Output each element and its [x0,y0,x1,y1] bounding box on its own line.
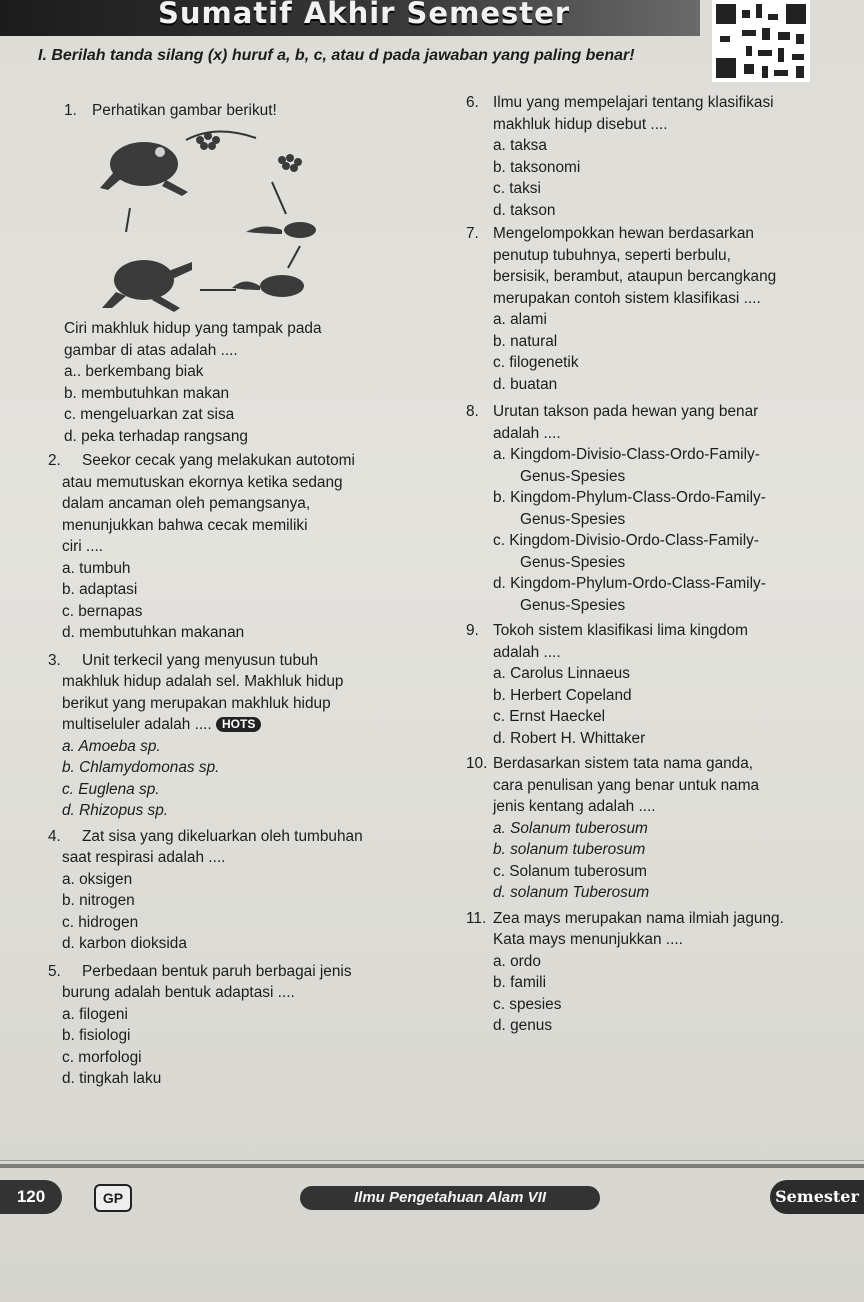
option-c[interactable]: c. Kingdom-Divisio-Ordo-Class-Family- [493,532,759,549]
question-number: 6. [466,94,479,111]
question-text: Zea mays merupakan nama ilmiah jagung. [493,909,784,927]
question-text: dalam ancaman oleh pemangsanya, [62,495,311,512]
question-9 [466,620,856,749]
option-c[interactable]: c. Solanum tuberosum [493,862,647,880]
footer-divider [0,1160,864,1161]
question-text: berikut yang merupakan makhluk hidup [62,694,331,712]
question-text: multiseluler adalah .... [62,716,212,733]
option-b[interactable]: b. natural [493,332,558,350]
question-text: Tokoh sistem klasifikasi lima kingdom [493,622,748,639]
question-number: 1. [64,102,77,119]
question-text: Kata mays menunjukkan .... [493,931,683,948]
question-8 [466,401,856,616]
option-c[interactable]: c. morfologi [62,1048,142,1066]
option-c[interactable]: c. mengeluarkan zat sisa [64,406,235,423]
instruction-text: I. Berilah tanda silang (x) huruf a, b, c, atau d pada jawaban yang paling benar! [38,47,635,64]
option-b[interactable]: b. Kingdom-Phylum-Class-Ordo-Family- [493,489,766,506]
question-number: 8. [466,403,479,420]
option-d[interactable]: d. genus [493,1017,553,1034]
question-text: bersisik, berambut, ataupun bercangkang [493,268,777,285]
option-b-cont: Genus-Spesies [520,510,626,528]
option-b[interactable]: b. Chlamydomonas sp. [62,759,220,776]
option-b[interactable]: b. nitrogen [62,892,135,909]
qr-code [712,0,810,82]
frog-life-cycle-illustration [96,122,332,312]
question-number: 3. [48,651,61,669]
question-number: 2. [48,452,61,469]
option-c[interactable]: c. filogenetik [493,354,579,371]
question-text: Seekor cecak yang melakukan autotomi [82,452,355,469]
option-c[interactable]: c. Ernst Haeckel [493,708,606,725]
question-text: penutup tubuhnya, seperti berbulu, [493,246,731,264]
question-number: 9. [466,622,479,639]
option-b[interactable]: b. Herbert Copeland [493,686,632,704]
option-d[interactable]: d. buatan [493,375,558,393]
question-text: saat respirasi adalah .... [62,849,226,866]
question-11 [466,908,856,1037]
question-text: Unit terkecil yang menyusun tubuh [82,651,319,669]
option-c[interactable]: c. spesies [493,995,562,1013]
question-text: atau memutuskan ekornya ketika sedang [62,473,343,491]
option-a[interactable]: a.. berkembang biak [64,363,204,380]
hots-badge: HOTS [216,717,261,732]
option-d-cont: Genus-Spesies [520,596,626,614]
option-d[interactable]: d. Kingdom-Phylum-Ordo-Class-Family- [493,575,766,592]
question-7 [466,223,856,395]
option-a[interactable]: a. tumbuh [62,559,131,577]
question-1 [48,100,428,445]
question-2 [48,450,428,644]
question-number: 7. [466,225,479,242]
option-a[interactable]: a. taksa [493,137,547,154]
question-text: menunjukkan bahwa cecak memiliki [62,516,308,534]
right-column [466,92,856,1037]
option-a[interactable]: a. Kingdom-Divisio-Class-Ordo-Family- [493,446,760,463]
option-b[interactable]: b. fisiologi [62,1027,131,1044]
question-text: merupakan contoh sistem klasifikasi .... [493,289,761,307]
footer-divider [0,1164,864,1168]
option-a[interactable]: a. oksigen [62,870,133,888]
option-d[interactable]: d. Rhizopus sp. [62,802,169,819]
option-a[interactable]: a. Amoeba sp. [62,737,161,755]
question-text: ciri .... [62,538,104,555]
option-c-cont: Genus-Spesies [520,553,626,571]
option-a[interactable]: a. Carolus Linnaeus [493,665,630,682]
option-c[interactable]: c. hidrogen [62,913,139,931]
question-text: Mengelompokkan hewan berdasarkan [493,225,754,242]
question-number: 10. [466,755,488,772]
option-d[interactable]: d. solanum Tuberosum [493,884,650,901]
question-text: Zat sisa yang dikeluarkan oleh tumbuhan [82,827,363,845]
option-b[interactable]: b. taksonomi [493,158,581,176]
question-text: Berdasarkan sistem tata nama ganda, [493,755,754,772]
question-text: Ciri makhluk hidup yang tampak pada [64,320,322,337]
option-d[interactable]: d. membutuhkan makanan [62,624,245,641]
option-c[interactable]: c. taksi [493,180,541,197]
question-text: makhluk hidup disebut .... [493,115,668,133]
page-title: Sumatif Akhir Semester [158,0,571,30]
page-number: 120 [0,1180,62,1214]
option-d[interactable]: d. takson [493,201,556,219]
page-footer [0,1180,864,1220]
option-a[interactable]: a. alami [493,311,547,328]
publisher-logo: GP [94,1184,132,1212]
question-10 [466,753,856,904]
option-a[interactable]: a. Solanum tuberosum [493,819,648,837]
question-text: Perhatikan gambar berikut! [92,102,277,119]
question-text: Urutan takson pada hewan yang benar [493,403,759,420]
question-number: 5. [48,962,61,980]
question-6 [466,92,856,221]
option-d[interactable]: d. peka terhadap rangsang [64,427,248,445]
option-c[interactable]: c. Euglena sp. [62,780,160,798]
option-d[interactable]: d. Robert H. Whittaker [493,729,646,747]
semester-label: Semester [770,1180,864,1214]
option-d[interactable]: d. karbon dioksida [62,935,187,952]
question-text: adalah .... [493,424,561,442]
question-5 [48,961,428,1090]
option-b[interactable]: b. adaptasi [62,581,138,598]
question-number: 4. [48,827,61,845]
question-4 [48,826,428,955]
question-text: cara penulisan yang benar untuk nama [493,776,760,794]
question-3 [48,650,428,822]
option-b[interactable]: b. solanum tuberosum [493,841,646,858]
question-text: jenis kentang adalah .... [493,798,656,815]
option-b[interactable]: b. membutuhkan makan [64,384,230,402]
option-d[interactable]: d. tingkah laku [62,1070,162,1087]
subject-label: Ilmu Pengetahuan Alam VII [300,1186,600,1210]
option-a[interactable]: a. filogeni [62,1005,128,1023]
question-text: adalah .... [493,643,561,661]
question-text: Ilmu yang mempelajari tentang klasifikasi [493,94,774,111]
question-text: Perbedaan bentuk paruh berbagai jenis [82,962,352,980]
option-a[interactable]: a. ordo [493,952,541,970]
question-number: 11. [466,909,487,927]
option-a-cont: Genus-Spesies [520,467,626,485]
question-text: makhluk hidup adalah sel. Makhluk hidup [62,673,344,690]
header-banner [0,0,700,36]
option-b[interactable]: b. famili [493,974,547,991]
left-column [48,100,428,1090]
question-text: burung adalah bentuk adaptasi .... [62,984,295,1001]
question-text: gambar di atas adalah .... [64,341,238,359]
option-c[interactable]: c. bernapas [62,602,143,620]
